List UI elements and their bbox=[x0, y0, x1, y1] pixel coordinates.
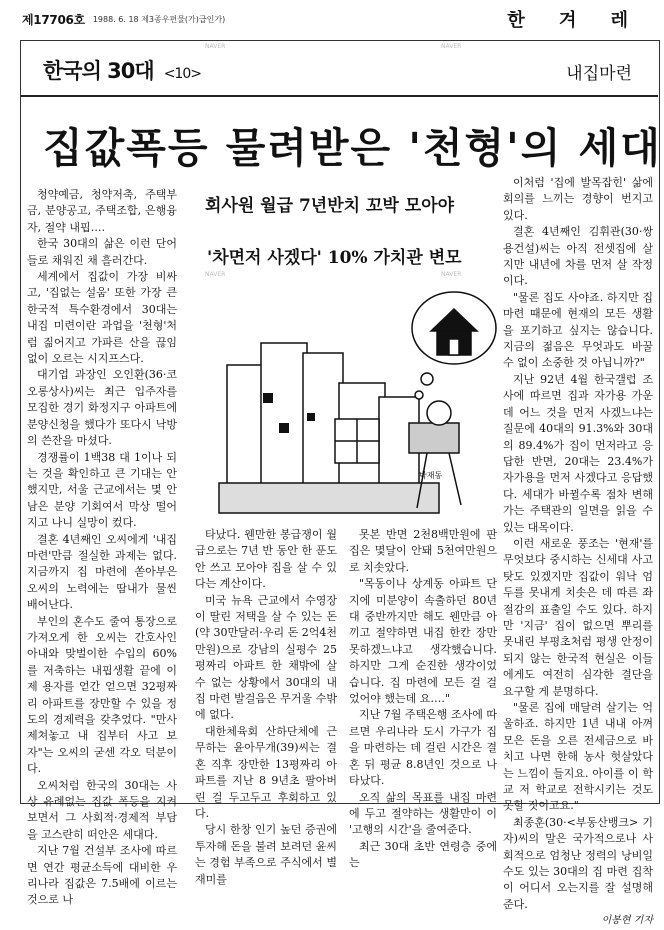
paragraph: "목동이나 상계동 아파트 단지에 미분양이 속출하던 80년대 중반까지만 해도 웬만큼 아끼고 절약하면 내집 한칸 장만 못하겠느냐고 생각했습니다. 하지만 그게 순진한 생각이었습니다. 집 마련에 모든 걸 걸었어야 했는데 요…." bbox=[349, 577, 497, 706]
paragraph: 당시 한창 인기 높던 증권에 투자해 돈을 불려 보려던 윤씨는 경험 부족으로 주식에서 별 재미를 bbox=[195, 823, 337, 886]
apartment-illustration bbox=[199, 273, 499, 523]
column-1 bbox=[27, 187, 177, 907]
article-frame bbox=[20, 40, 662, 927]
watermark: NAVER bbox=[205, 43, 226, 50]
series-bar bbox=[21, 41, 658, 97]
watermark: NAVER bbox=[205, 271, 226, 278]
byline: 이봉현 기자 bbox=[601, 915, 653, 927]
money-base bbox=[219, 483, 439, 513]
paragraph: 못본 반면 2천8백만원에 판 집은 몇달이 안돼 5천여만원으로 치솟았다. bbox=[349, 528, 497, 574]
paragraph: 이처럼 '집에 발목잡힌' 삶에 회의를 느끼는 경향이 번지고 있다. bbox=[503, 176, 653, 222]
illustrator-signature: 박재동 bbox=[419, 471, 443, 480]
paragraph: 최근 30대 초반 연령층 중에는 bbox=[349, 839, 497, 870]
subheadline-1: 회사원 월급 7년반치 꼬박 모아야 bbox=[205, 196, 454, 216]
paragraph: 대한체육회 산하단체에 근무하는 윤아무개(39)씨는 결혼 직후 장만한 13평짜리 아파트를 지난 8 9년초 팔아버린 걸 두고두고 후회하고 있다. bbox=[195, 724, 337, 820]
carried-money bbox=[409, 423, 459, 453]
issue-date: 1988. 6. 18 제3종우편물(가)급인가) bbox=[92, 14, 226, 24]
paragraph: 미국 뉴욕 근교에서 수영장이 딸린 저택을 살 수 있는 돈(약 30만달러·우리 돈 2억4천만원)으로 강남의 실평수 25평짜리 아파트 한 채밖에 살 수 없는 상황에서 30대의 내집 마련 발걸음은 무거울 수밖에 없다. bbox=[195, 593, 337, 722]
watermark: NAVER bbox=[441, 43, 462, 50]
paragraph: 한국 30대의 삶은 이런 단어들로 채워진 채 흘러간다. bbox=[27, 237, 177, 267]
series-name: 한국의 30대 bbox=[43, 59, 154, 83]
paragraph: 지난 7월 주택은행 조사에 따르면 우리나라 도시 가구가 집을 마련하는 데 걸린 시간은 결혼 뒤 평균 8.8년인 것으로 나타났다. bbox=[349, 708, 497, 788]
paragraph: 지난 7월 건설부 조사에 따르면 연간 평균소득에 대비한 우리나라 집값은 7.5배에 이르는 것으로 나 bbox=[27, 844, 177, 907]
paragraph: 지난 92년 4월 한국갤럽 조사에 따르면 집과 자가용 가운데 어느 것을 먼저 사겠느냐는 질문에 40대의 91.3%와 30대의 89.4%가 집이 먼저라고 응답한 반면, 20대는 23.4%가 자가용을 먼저 사겠다고 응답했다. 세대가 바뀔수록 점차 변해가는 주택관의 일면을 읽을 수 있는 대목이다. bbox=[503, 372, 653, 534]
paragraph: 결혼 4년째인 오씨에게 '내집 마련'만큼 절실한 과제는 없다. 지금까지 집 마련에 쏟아부은 오씨의 노력에는 땀내가 물씬 배어난다. bbox=[27, 532, 177, 612]
column-4 bbox=[503, 175, 653, 927]
subheadline-2: '차면저 사겠다' 10% 가치관 변모 bbox=[207, 248, 462, 268]
watermark: NAVER bbox=[441, 271, 462, 278]
paragraph: 이런 새로운 풍조는 '현재'를 무엇보다 중시하는 신세대 사고 탓도 있겠지만 집값이 워낙 엄두를 못내게 치솟은 데 따른 좌절감의 표출일 수도 있다. 하지만 '지금' 집이 없으면 뿌리를 못내린 부평초처럼 평생 안정이 되지 않는 한국적 현실은 이들에게도 여전히 심각한 결단을 요구할 게 분명하다. bbox=[503, 536, 653, 698]
paragraph: 청약예금, 청약저축, 주택부금, 분양공고, 주택조합, 은행융자, 절약 내핍…. bbox=[27, 188, 177, 234]
paragraph: 결혼 4년째인 김휘관(30·쌍용건설)씨는 아직 전셋집에 살지만 내년에 차를 먼저 살 작정이다. bbox=[503, 225, 653, 288]
column-2 bbox=[195, 527, 337, 886]
paragraph: 세계에서 집값이 가장 비싸고, '집없는 설움' 또한 가장 큰 한국적 특수환경에서 30대는 내집 미련이란 과업을 '천형'처럼 짊어지고 가파른 산을 끊임없이 오르는 시지프스다. bbox=[27, 270, 177, 366]
newspaper-name: 한 겨 레 bbox=[507, 10, 642, 31]
headline: 집값폭등 물려받은 '천형'의 세대 bbox=[43, 124, 662, 172]
series-number: <10> bbox=[163, 66, 201, 82]
paragraph: 오씨처럼 한국의 30대는 사상 유례없는 집값 폭등을 지켜보면서 그 사회적·경제적 부담을 고스란히 떠안은 세대다. bbox=[27, 778, 177, 841]
paragraph: "물론 집도 사야죠. 하지만 집 마련 때문에 현재의 모든 생활을 포기하고 싶지는 않습니다. 지금의 젊음은 무엇과도 바꿀 수 없이 소중한 것 아닙니까?" bbox=[503, 290, 653, 370]
series-title bbox=[43, 55, 201, 85]
paragraph: 오직 삶의 목표를 내집 마련에 두고 절약하는 생활만이 이 '고행의 시간'을 줄여준다. bbox=[349, 790, 497, 837]
paragraph: 부인의 혼수도 줄여 통장으로 가져오게 한 오씨는 간호사인 아내와 맞벌이한 수입의 60%를 저축하는 내핍생활 끝에 이제 용자를 얻간 얻으면 32평짜리 아파트를 장만할 수 있을 정도의 경제력을 갖추었다. "만사 제쳐놓고 내 집부터 사고 보자"는 오씨의 굳센 각오 덕분이다. bbox=[27, 614, 177, 776]
paragraph: 대기업 과장인 오인환(36·코오롱상사)씨는 최근 입주자를 모집한 경기 화정지구 아파트에 분양신청을 했다가 또다시 낙방의 쓴잔을 마셨다. bbox=[27, 368, 177, 448]
paragraph: 최종훈(30·<부동산뱅크> 기자)씨의 말은 국가적으로나 사회적으로 엄청난 정력의 낭비일 수도 있는 30대의 집 마련 집착이 어디서 오는지를 잘 설명해준다. bbox=[503, 815, 653, 911]
issue-number: 제17706호 bbox=[22, 12, 85, 27]
series-subtitle: 내집마련 bbox=[566, 64, 632, 84]
masthead bbox=[0, 0, 664, 38]
paragraph: 타났다. 웬만한 봉급쟁이 월급으로는 7년 반 동안 한 푼도 안 쓰고 모아야 집을 살 수 있다는 계산이다. bbox=[195, 528, 337, 591]
worker-head bbox=[427, 401, 451, 425]
paragraph: "물론 집에 매달려 살기는 억울하죠. 하지만 1년 내내 아껴 모은 돈을 오른 전세금으로 바치고 나면 한해 농사 헛살았다는 느낌이 들지요. 아이를 이 학교 저 학교로 전학시키는 것도 못할 짓이고요." bbox=[503, 701, 653, 813]
paragraph: 경쟁률이 1백38 대 1이나 되는 것을 확인하고 큰 기대는 안 했지만, 서울 근교에서는 몇 안 남은 분양 기회여서 막상 떨어지고 나니 실망이 컸다. bbox=[27, 450, 177, 530]
column-3 bbox=[349, 527, 497, 870]
